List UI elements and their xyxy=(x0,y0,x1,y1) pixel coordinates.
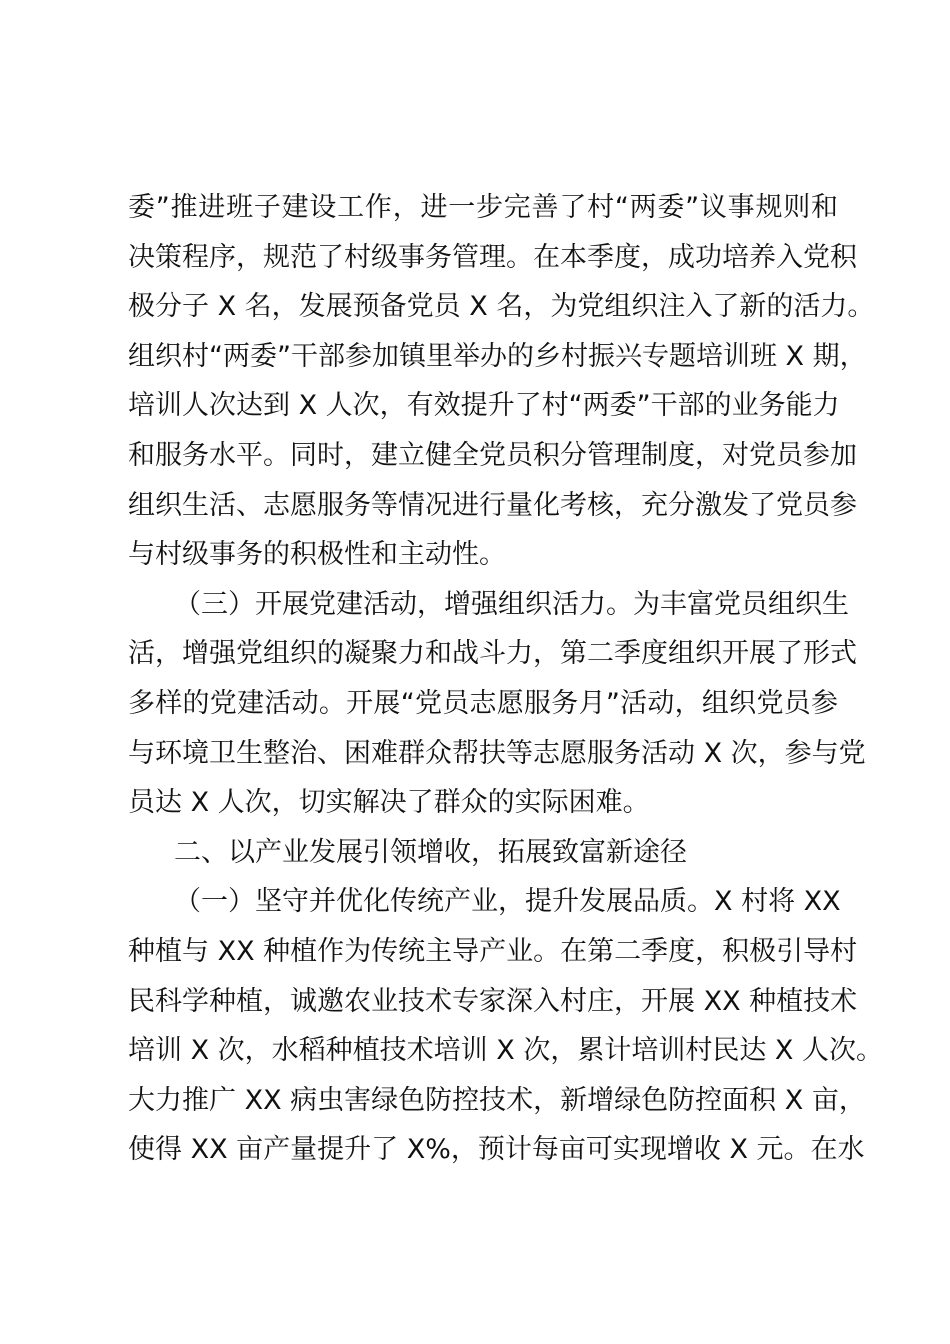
section-heading: 二、以产业发展引领增收，拓展致富新途径 xyxy=(174,836,687,868)
text-line-9: （三）开展党建活动，增强组织活力。为丰富党员组织生 xyxy=(174,588,849,620)
text-line-6: 和服务水平。同时，建立健全党员积分管理制度，对党员参加 xyxy=(128,439,857,471)
text-line-10: 活，增强党组织的凝聚力和战斗力，第二季度组织开展了形式 xyxy=(128,638,857,670)
text-line-19: 大力推广 XX 病虫害绿色防控技术，新增绿色防控面积 X 亩， xyxy=(128,1084,866,1116)
text-line-16: 种植与 XX 种植作为传统主导产业。在第二季度，积极引导村 xyxy=(128,935,858,967)
text-line-5: 培训人次达到 X 人次，有效提升了村“两委”干部的业务能力 xyxy=(128,390,840,422)
text-line-20: 使得 XX 亩产量提升了 X%，预计每亩可实现增收 X 元。在水 xyxy=(128,1134,865,1166)
document-body xyxy=(128,183,883,1175)
text-line-11: 多样的党建活动。开展“党员志愿服务月”活动，组织党员参 xyxy=(128,687,838,719)
text-line-18: 培训 X 次，水稻种植技术培训 X 次，累计培训村民达 X 人次。 xyxy=(128,1035,883,1067)
text-line-2: 决策程序，规范了村级事务管理。在本季度，成功培养入党积 xyxy=(128,241,857,273)
text-line-8: 与村级事务的积极性和主动性。 xyxy=(128,539,506,571)
text-line-1: 委”推进班子建设工作，进一步完善了村“两委”议事规则和 xyxy=(128,192,838,223)
text-line-12: 与环境卫生整治、困难群众帮扶等志愿服务活动 X 次，参与党 xyxy=(128,737,866,769)
text-line-17: 民科学种植，诚邀农业技术专家深入村庄，开展 XX 种植技术 xyxy=(128,985,858,1017)
text-line-4: 组织村“两委”干部参加镇里举办的乡村振兴专题培训班 X 期， xyxy=(128,340,867,372)
text-line-3: 极分子 X 名，发展预备党员 X 名，为党组织注入了新的活力。 xyxy=(128,291,875,323)
text-line-13: 员达 X 人次，切实解决了群众的实际困难。 xyxy=(128,787,650,819)
text-line-15: （一）坚守并优化传统产业，提升发展品质。X 村将 XX xyxy=(174,886,841,918)
text-line-7: 组织生活、志愿服务等情况进行量化考核，充分激发了党员参 xyxy=(128,489,857,521)
